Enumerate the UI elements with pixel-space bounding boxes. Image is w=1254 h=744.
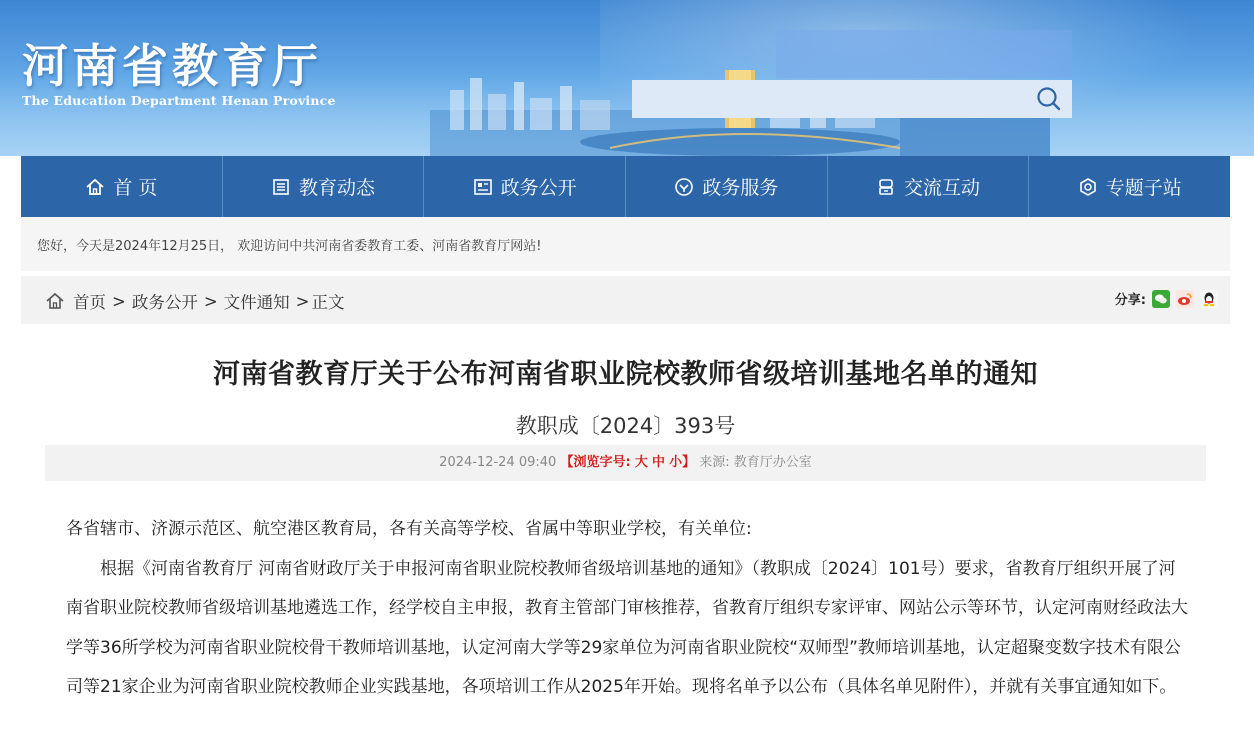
nav-item-label: 政务服务 xyxy=(702,177,779,199)
breadcrumb-home-link[interactable]: 首页 xyxy=(73,293,106,312)
breadcrumb-current: 正文 xyxy=(311,293,345,312)
breadcrumb-separator: > xyxy=(295,291,310,311)
article-paragraph: 根据《河南省教育厅 河南省财政厅关于申报河南省职业院校教师省级培训基地的通知》（教职成〔2024〕101号）要求，省教育厅组织开展了河南省职业院校教师省级培训基地遴选工作，经学校自主申报，教育主管部门审核推荐，省教育厅组织专家评审、网站公示等环节，认定河南财经政法大学等36所学校为河南省职业院校骨干教师培训基地，认定河南大学等29家单位为河南省职业院校“双师型”教师培训基地，认定超聚变数字技术有限公司等21家企业为河南省职业院校教师企业实践基地，各项培训工作从2025年开始。现将名单予以公布（具体名单见附件），并就有关事宜通知如下。 xyxy=(66,558,1188,698)
nav-item-label: 交流互动 xyxy=(904,177,981,199)
nav-item-label: 教育动态 xyxy=(299,177,376,199)
share-label: 分享: xyxy=(1114,293,1146,308)
font-size-label-close: 】 xyxy=(682,455,696,470)
topic-icon xyxy=(1078,177,1098,197)
header-banner xyxy=(0,0,1254,156)
document-number: 教职成〔2024〕393号 xyxy=(515,414,736,438)
breadcrumb-file-notice-link[interactable]: 文件通知 xyxy=(223,293,290,312)
article-source: 来源: 教育厅办公室 xyxy=(699,455,812,470)
search-icon[interactable] xyxy=(1034,84,1064,114)
main-nav xyxy=(21,156,1230,217)
nav-item-gov-service[interactable] xyxy=(626,156,828,217)
share-bar xyxy=(1115,289,1218,308)
welcome-bar xyxy=(21,217,1230,271)
nav-item-label: 政务公开 xyxy=(500,177,577,199)
article-salutation: 各省辖市、济源示范区、航空港区教育局，各有关高等学校、省属中等职业学校，有关单位: xyxy=(66,519,752,539)
qq-icon[interactable] xyxy=(1200,290,1218,308)
nav-item-label: 专题子站 xyxy=(1105,177,1182,199)
breadcrumb-separator: > xyxy=(112,291,126,311)
home-icon xyxy=(45,291,65,311)
article-meta xyxy=(45,445,1206,481)
exchange-icon xyxy=(876,177,896,197)
nav-item-gov-affairs[interactable] xyxy=(424,156,626,217)
nav-item-news[interactable] xyxy=(223,156,425,217)
welcome-text: 您好，今天是2024年12月25日， 欢迎访问中共河南省委教育工委、河南省教育厅网站! xyxy=(37,239,542,254)
breadcrumb-separator: > xyxy=(203,291,218,311)
publish-datetime: 2024-12-24 09:40 xyxy=(439,455,557,470)
font-size-large-button[interactable]: 大 xyxy=(634,455,648,470)
site-logo-cn[interactable]: 河南省教育厅 xyxy=(22,39,322,93)
article-body xyxy=(66,510,1188,708)
document-icon xyxy=(473,177,493,197)
weibo-icon[interactable] xyxy=(1176,290,1194,308)
nav-item-interaction[interactable] xyxy=(828,156,1030,217)
breadcrumb-gov-affairs-link[interactable]: 政务公开 xyxy=(131,293,198,312)
breadcrumb-bar xyxy=(21,276,1230,324)
search-input[interactable] xyxy=(632,80,1046,118)
nav-item-label: 首 页 xyxy=(113,177,158,199)
site-logo-en: The Education Department Henan Province xyxy=(22,93,336,108)
home-icon xyxy=(85,177,105,197)
breadcrumb xyxy=(45,289,344,313)
service-icon xyxy=(674,177,694,197)
wechat-icon[interactable] xyxy=(1152,290,1170,308)
nav-item-topics[interactable] xyxy=(1029,156,1230,217)
font-size-small-button[interactable]: 小 xyxy=(669,455,683,470)
font-size-medium-button[interactable]: 中 xyxy=(651,455,665,470)
nav-item-home[interactable] xyxy=(21,156,223,217)
search-box xyxy=(632,80,1072,118)
list-icon xyxy=(271,177,291,197)
font-size-label: 【浏览字号: xyxy=(560,455,631,470)
search-banner-panel xyxy=(776,30,1072,78)
article-title: 河南省教育厅关于公布河南省职业院校教师省级培训基地名单的通知 xyxy=(213,359,1038,390)
